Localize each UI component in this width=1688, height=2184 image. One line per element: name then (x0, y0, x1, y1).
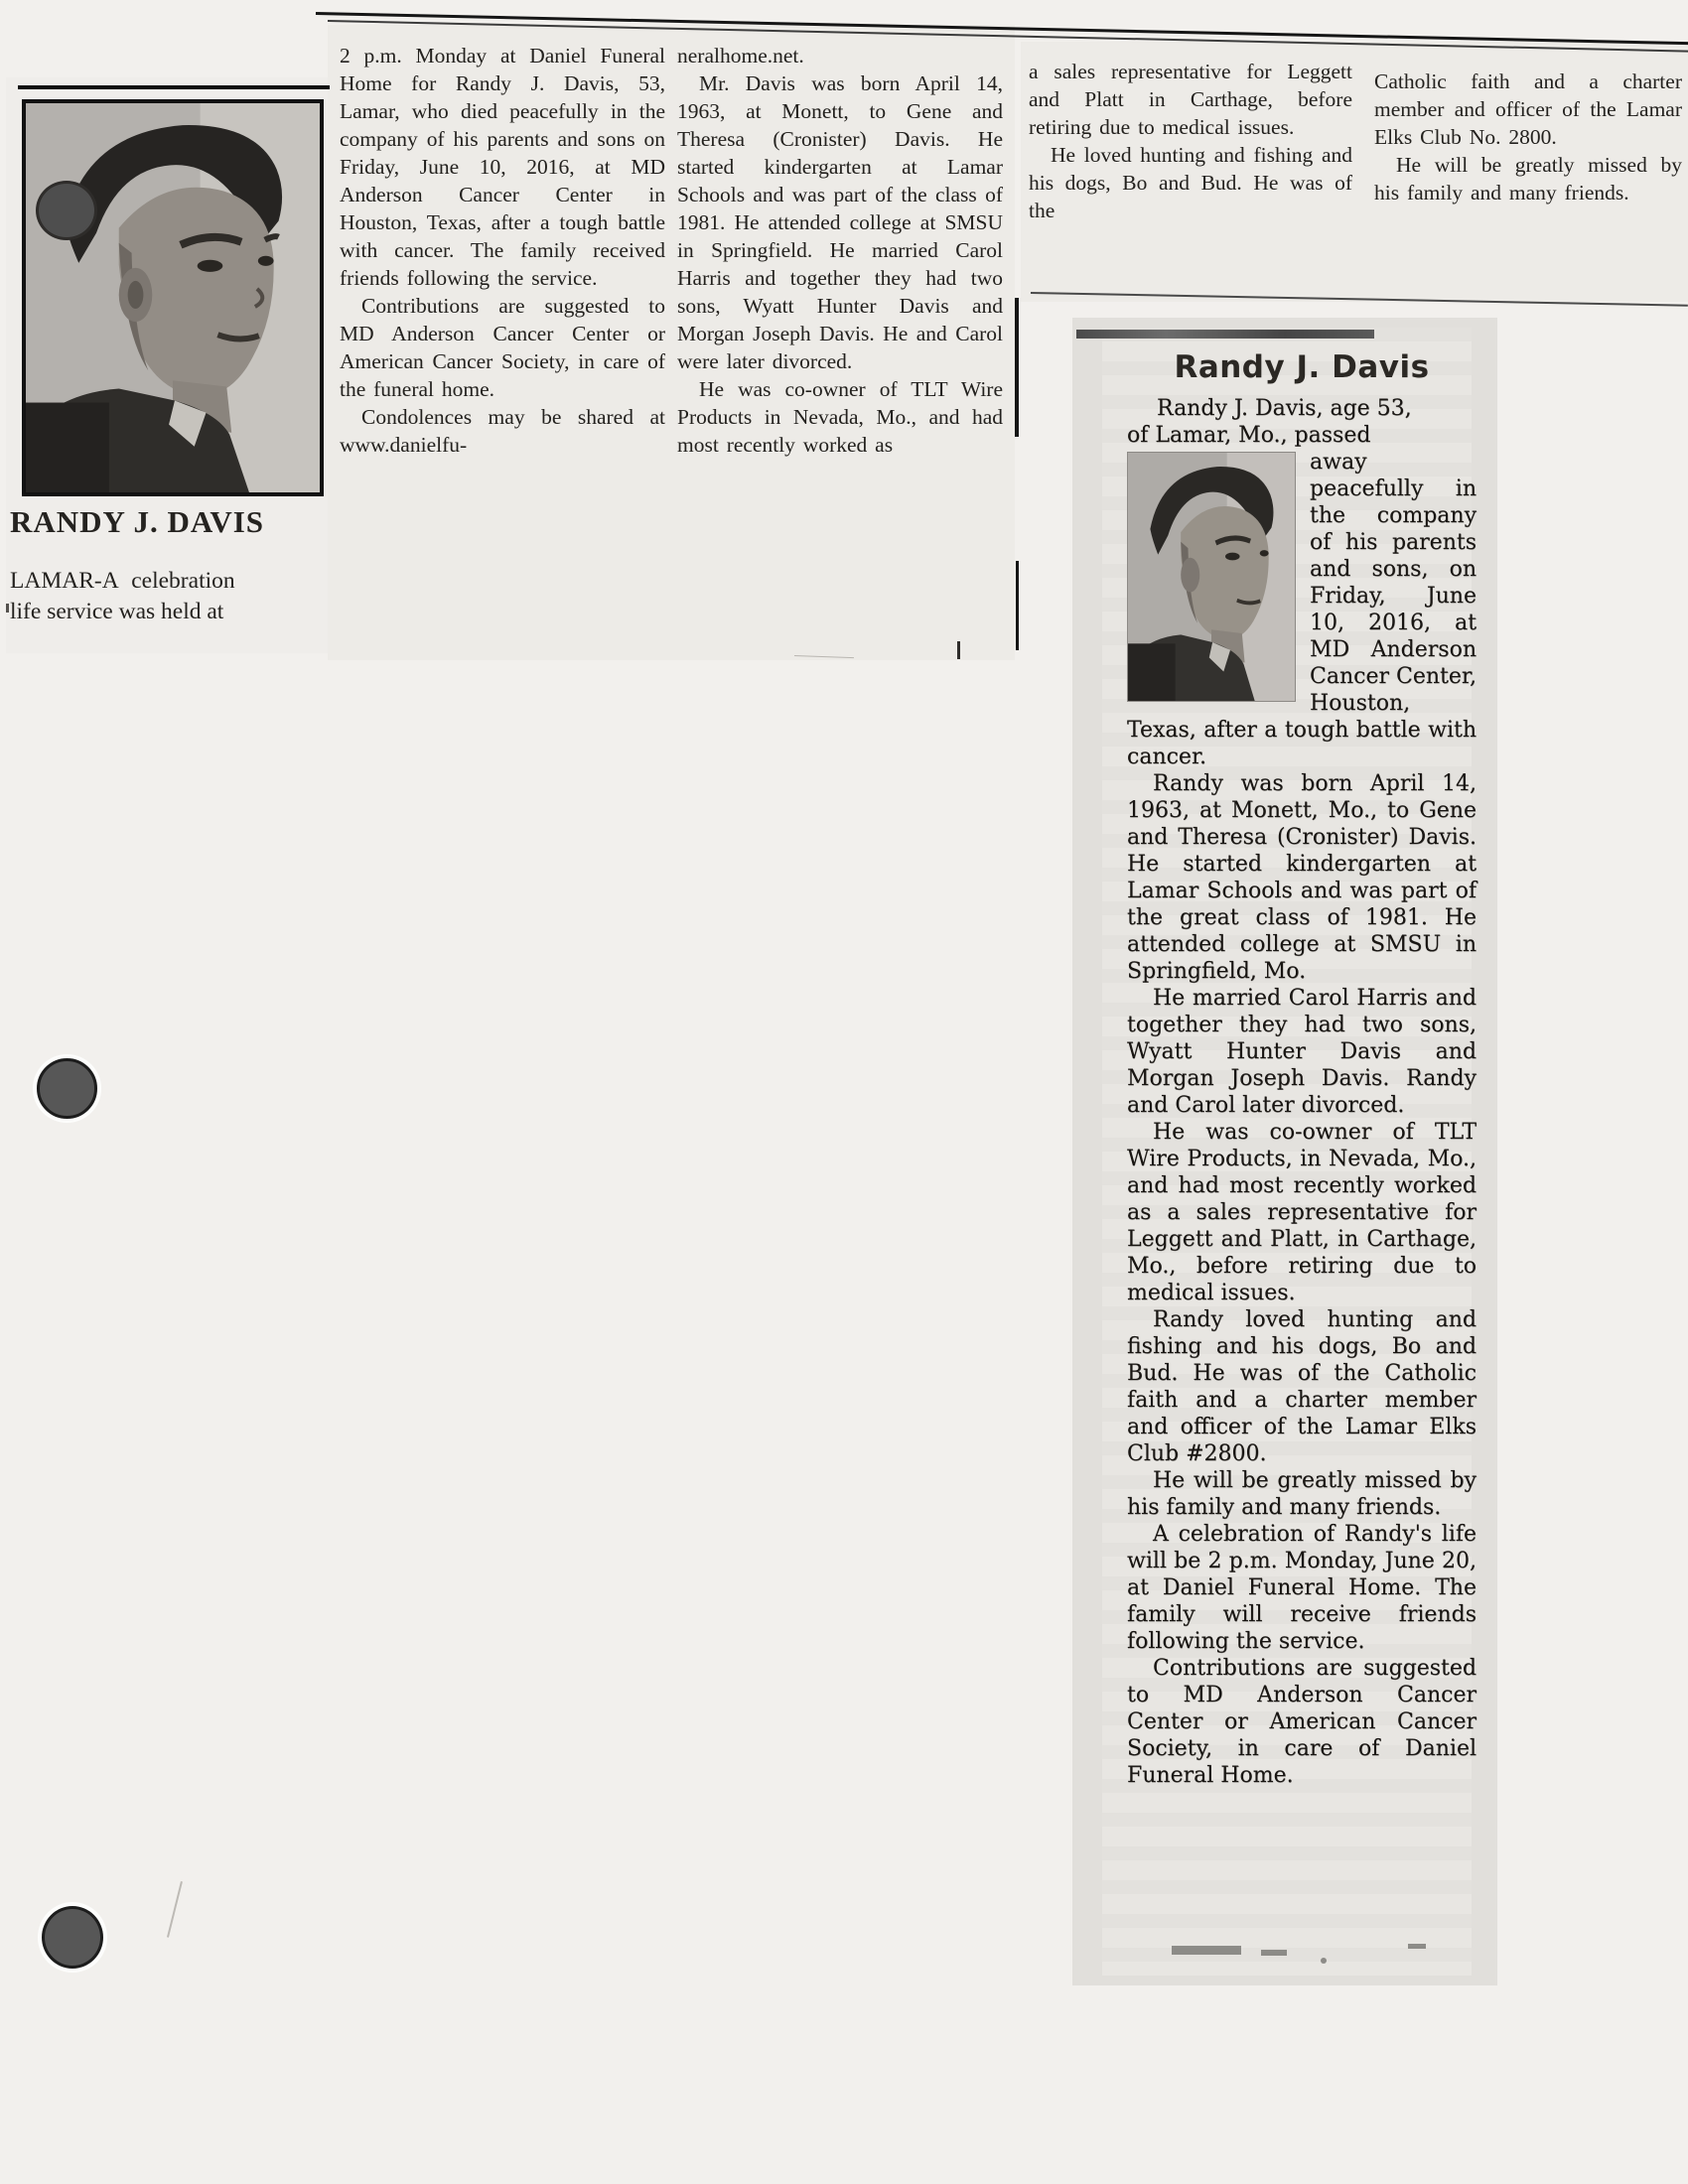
obit-paragraph: He was co-owner of TLT Wire Products in Nevada, Mo., and had most recently worked as (677, 377, 1003, 457)
obit-paragraph: Contributions are suggested to MD Anderson Cancer Center or American Cancer Society, in care of Daniel Funeral Home. (1127, 1656, 1477, 1788)
obit-paragraph: A celebration of Randy's life will be 2 p.m. Monday, June 20, at Daniel Funeral Home. The family will receive friends following the service. (1127, 1522, 1477, 1654)
obit-wrap-text: away peacefully in the company of his parents and sons, on Friday, June 10, 2016, at MD Anderson Cancer Center, Houston, Texas, after a tough battle with cancer. (1127, 450, 1477, 769)
obit-paragraph: He loved hunting and fishing and his dogs, Bo and Bud. He was of the (1029, 143, 1352, 222)
scan-scratch-bottom (167, 1881, 183, 1938)
portrait-photo-small (1127, 452, 1296, 702)
cutoff-text-fragment (1408, 1944, 1426, 1949)
obit-paragraph: Mr. Davis was born April 14, 1963, at Monett, to Gene and Theresa (Cronister) Davis. He started kindergarten at Lamar Schools and was part of the class of 1981. He attended college at SMSU in Springfield. He married Carol Harris and together they had two sons, Wyatt Hunter Davis and Morgan Joseph Davis. He and Carol were later divorced. (677, 71, 1003, 373)
cutoff-text-fragment (1172, 1946, 1241, 1955)
obit-paragraph: a sales representative for Leggett and Platt in Carthage, before retiring due to medical issues. (1029, 60, 1352, 139)
punch-hole-bottom (42, 1906, 103, 1969)
clipping-edge-line (18, 85, 330, 89)
clipping1-column-5 (1374, 68, 1682, 206)
obit-paragraph: 2 p.m. Monday at Daniel Funeral Home for Randy J. Davis, 53, Lamar, who died peacefully in the company of his parents and sons on Friday, June 10, 2016, at MD Anderson Cancer Center in Houston, Texas, after a tough battle with cancer. The family received friends following the service. (340, 44, 665, 290)
obit-wrap-section (1127, 449, 1477, 770)
clipping1-column-2 (340, 42, 665, 459)
clipping1-column-4 (1029, 58, 1352, 224)
obit-paragraph: Condolences may be shared at www.danielfu- (340, 405, 665, 457)
cutoff-text-fragment (1261, 1950, 1287, 1956)
clipping1-lead-text (10, 566, 330, 627)
stray-quote-mark (6, 604, 9, 613)
obit-paragraph: Catholic faith and a charter member and officer of the Lamar Elks Club No. 2800. (1374, 69, 1682, 149)
obit-paragraph: Randy was born April 14, 1963, at Monett, Mo., to Gene and Theresa (Cronister) Davis. He started kindergarten at Lamar Schools and was part of the great class of 1981. He attended college at SMSU in Springfield, Mo. (1127, 771, 1477, 984)
punch-hole-middle (37, 1058, 97, 1119)
obit-line: of Lamar, Mo., passed (1127, 423, 1371, 448)
obituary-clipping-right (1072, 318, 1497, 1985)
obituary-headline: Randy J. Davis (1174, 349, 1430, 385)
scan-vline-seg1 (1015, 298, 1019, 437)
obit-line: Randy J. Davis, age 53, (1157, 396, 1412, 421)
clipping2-top-bar (1076, 330, 1374, 339)
portrait-photo-image (26, 103, 320, 492)
obit-paragraph: He was co-owner of TLT Wire Products, in Nevada, Mo., and had most recently worked as a sales representative for Leggett and Platt, in Carthage, Mo., before retiring due to medical issues. (1127, 1120, 1477, 1305)
obit-paragraph: Randy loved hunting and fishing and his dogs, Bo and Bud. He was of the Catholic faith and a charter member and officer of the Lamar Elks Club #2800. (1127, 1307, 1477, 1466)
obit-paragraph: He married Carol Harris and together they had two sons, Wyatt Hunter Davis and Morgan Joseph Davis. Randy and Carol later divorced. (1127, 986, 1477, 1118)
clipping1-column-3 (677, 42, 1003, 459)
punch-hole-top (36, 181, 97, 240)
cutoff-text-fragment (1321, 1958, 1327, 1964)
obit-paragraph: He will be greatly missed by his family and many friends. (1374, 153, 1682, 205)
portrait-photo-small-image (1128, 453, 1295, 701)
portrait-photo (22, 99, 324, 496)
scan-tick-mark (957, 641, 960, 659)
clipping2-body-text (1127, 395, 1477, 1789)
obit-paragraph: He will be greatly missed by his family and many friends. (1127, 1468, 1477, 1520)
photo-caption: RANDY J. DAVIS (10, 504, 265, 539)
lead-line-2: life service was held at (10, 599, 224, 624)
lead-line-1: LAMAR-A celebration (10, 568, 235, 594)
scan-vline-seg2 (1016, 561, 1019, 650)
obit-paragraph: neralhome.net. (677, 44, 804, 68)
obit-paragraph: Contributions are suggested to MD Anderson Cancer Center or American Cancer Society, in care of the funeral home. (340, 294, 665, 401)
